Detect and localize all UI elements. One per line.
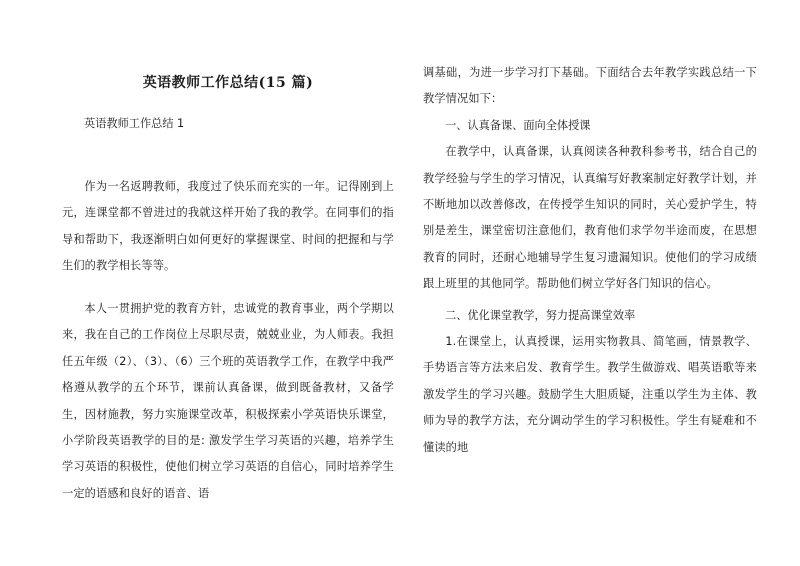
right-text-block — [423, 60, 757, 461]
paragraph: 作为一名返聘教师，我度过了快乐而充实的一年。记得刚到上元，连课堂都不曾进过的我就这样开始了我的教学。在同事们的指导和帮助下，我逐渐明白如何更好的掌握课堂、时间的把握和与学生们的教学相长等等。 — [62, 180, 394, 273]
document-subtitle: 英语教师工作总结 1 — [84, 117, 185, 130]
left-paragraph-1-block — [62, 174, 394, 280]
paragraph: 本人一贯拥护党的教育方针，忠诚党的教育事业，两个学期以来，我在自己的工作岗位上尽职尽责，兢兢业业，为人师表。我担任五年级（2）、（3）、（6）三个班的英语教学工作，在教学中我严格遵从教学的五个环节，课前认真备课，做到既备教材，又备学生，因材施教，努力实施课堂改革，积极探索小学英语快乐课堂，小学阶段英语教学的目的是: 激发学生学习英语的兴趣，培养学生学习英语的积极性，使他们树立学习英语的自信心，同时培养学生一定的语感和良好的语音、语 — [62, 302, 394, 500]
paragraph-continued: 调基础，为进一步学习打下基础。下面结合去年教学实践总结一下教学情况如下： — [423, 66, 757, 106]
document-title: 英语教师工作总结(15 篇) — [142, 75, 314, 91]
section-heading-2: 二、优化课堂教学，努力提高课堂效率 — [445, 308, 636, 322]
paragraph: 在教学中，认真备课，认真阅读各种教科参考书，结合自己的教学经验与学生的学习情况，认真编写好教案制定好教学计划，并不断地加以改善修改，在传授学生知识的同时，关心爱护学生，特别是差生，课堂密切注意他们，教育他们求学勿半途而废，在思想教育的同时，还耐心地辅导学生复习遗漏知识。使他们的学习成绩跟上班里的其他同学。帮助他们树立学好各门知识的信心。 — [423, 145, 757, 291]
section-heading-1: 一、认真备课、面向全体授课 — [445, 118, 591, 132]
left-paragraph-2-block — [62, 296, 394, 507]
paragraph: 1.在课堂上，认真授课，运用实物教具、简笔画，情景教学、手势语言等方法来启发、教育学生。教学生做游戏、唱英语歌等来激发学生的学习兴趣。鼓励学生大胆质疑，注重以学生为主体、教师为导的教学方法，充分调动学生的学习积极性。学生有疑难和不懂读的地 — [423, 335, 757, 454]
